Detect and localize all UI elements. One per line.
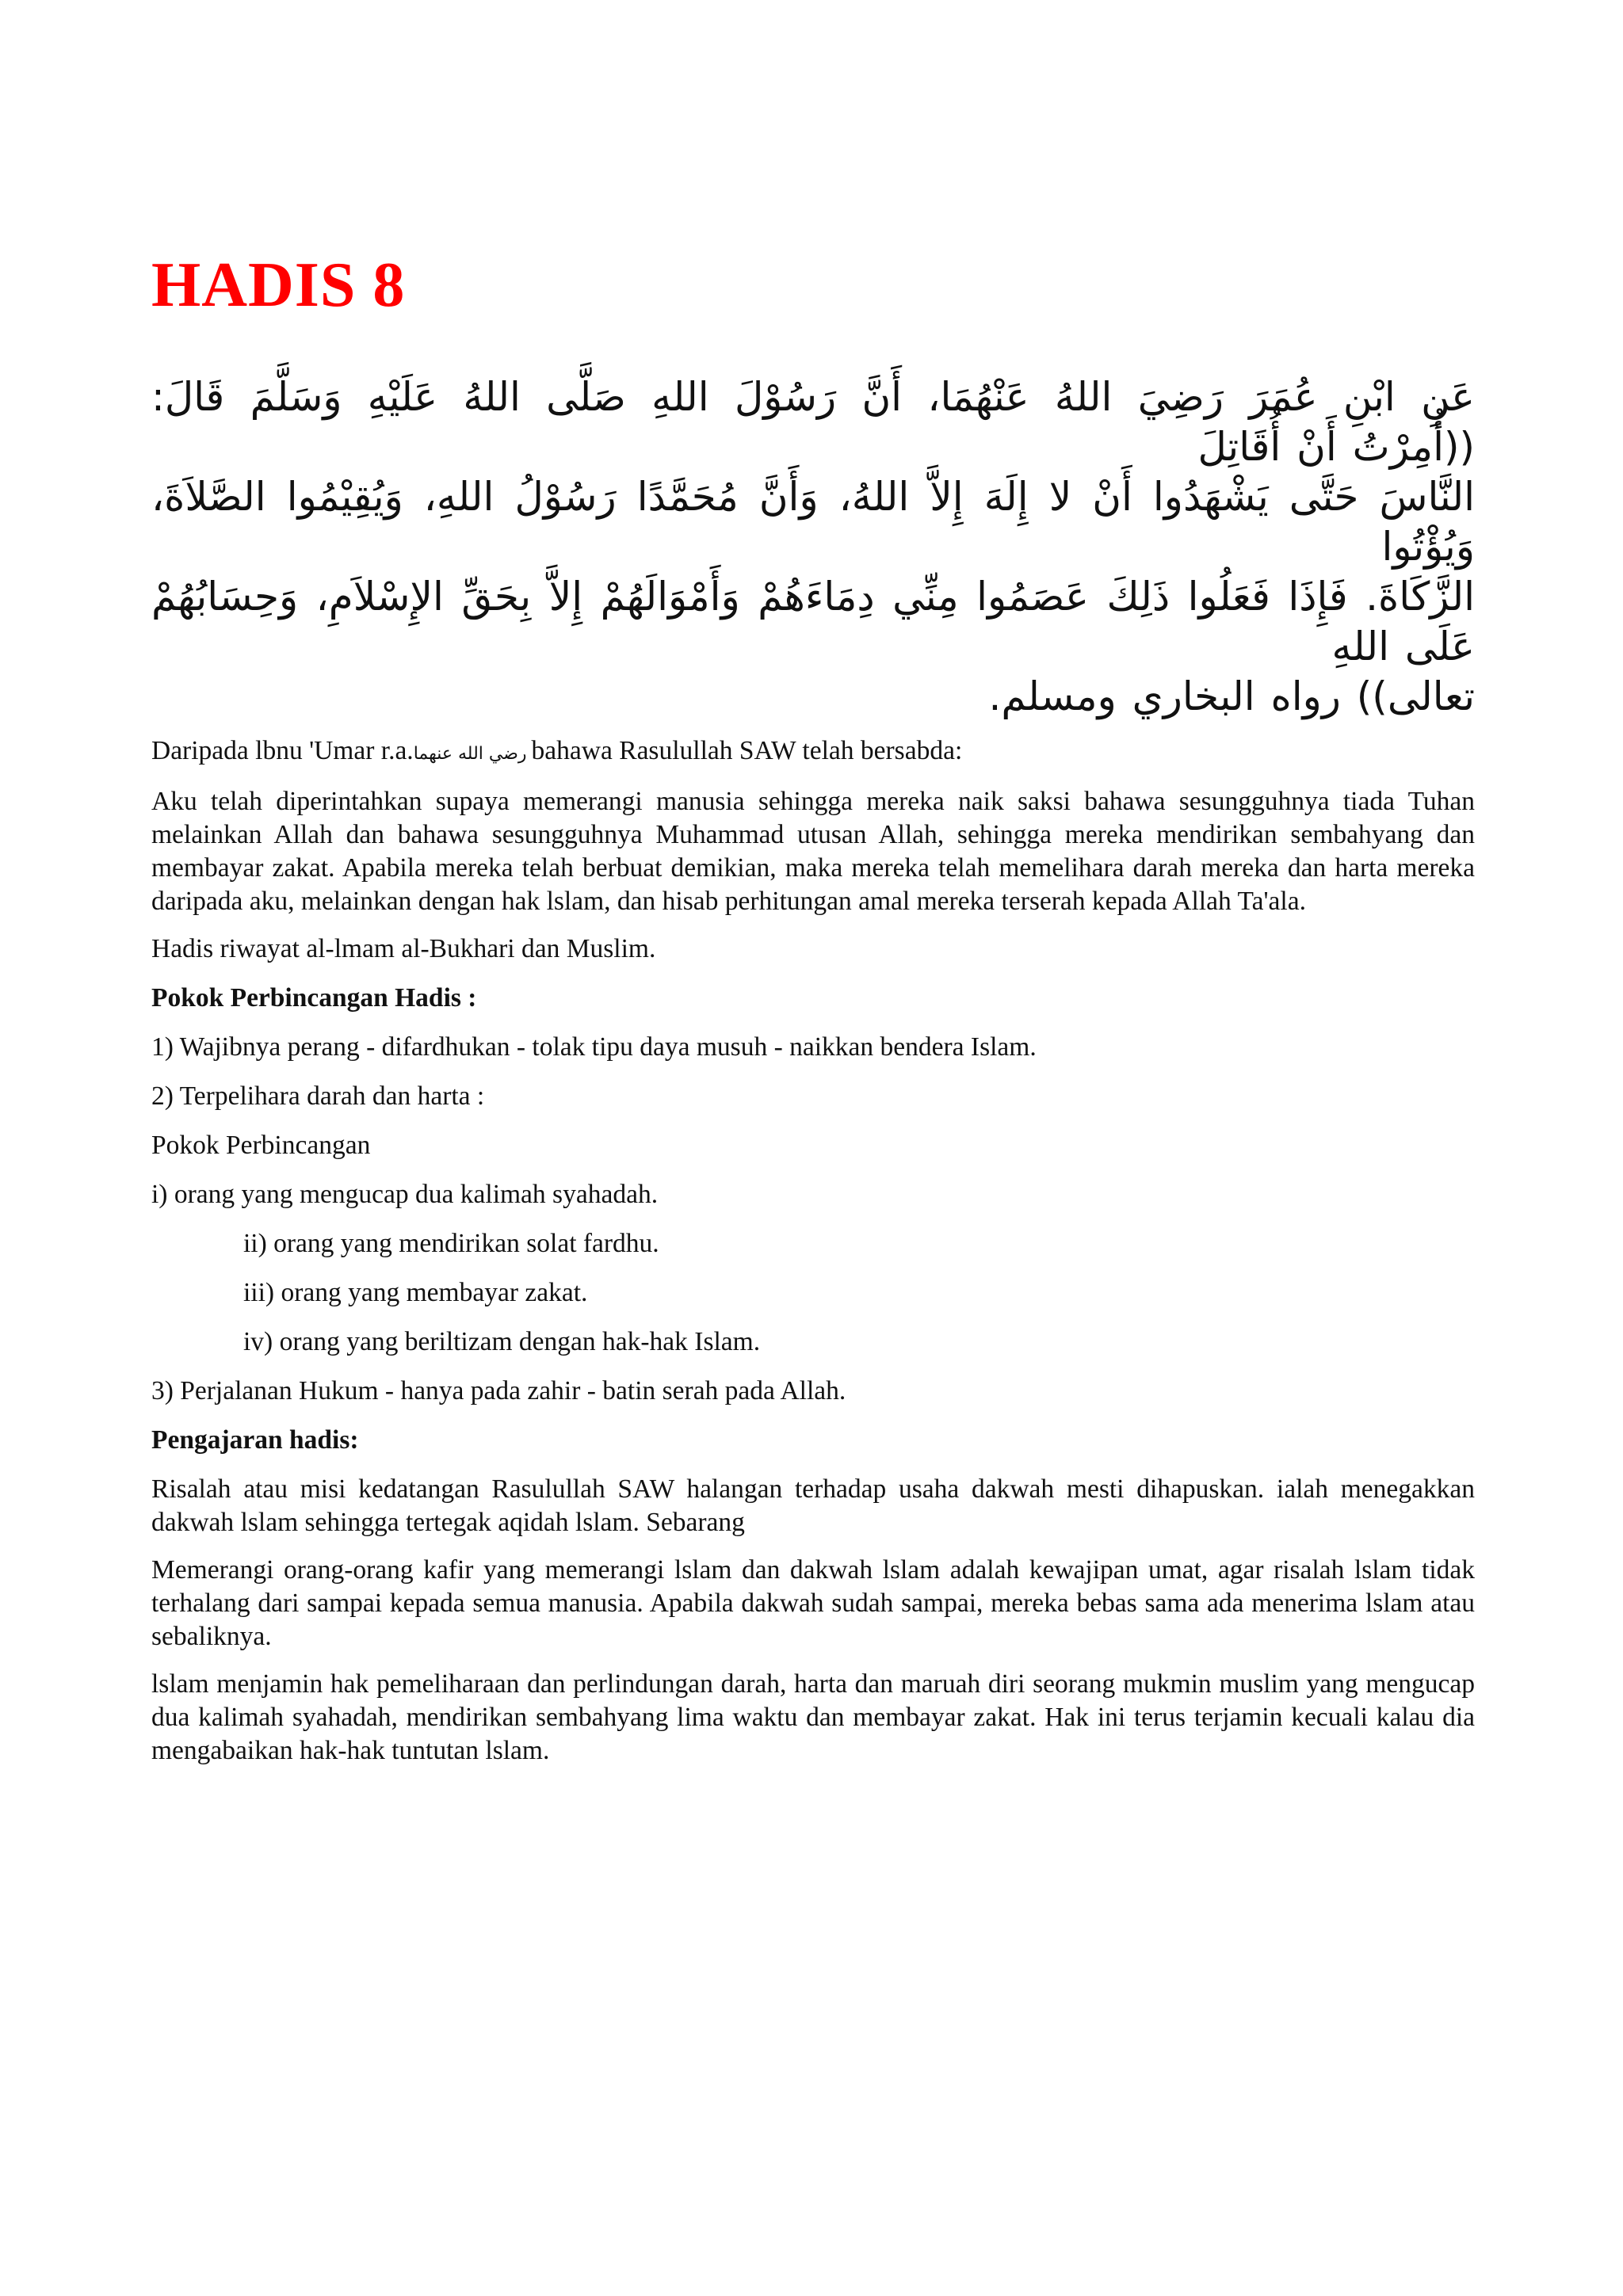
point-2: 2) Terpelihara darah dan harta : bbox=[151, 1081, 485, 1111]
sub-point-iii: iii) orang yang membayar zakat. bbox=[243, 1278, 588, 1307]
arabic-line-1: عَنِ ابْنِ عُمَرَ رَضِيَ اللهُ عَنْهُمَا، أَنَّ رَسُوْلَ اللهِ صَلَّى اللهُ عَلَيْهِ وَسَلَّمَ قَالَ: ((أُمِرْتُ أَنْ أُقَاتِلَ bbox=[151, 374, 1475, 470]
arabic-line-2: النَّاسَ حَتَّى يَشْهَدُوا أَنْ لا إِلَهَ إِلاَّ اللهُ، وَأَنَّ مُحَمَّدًا رَسُوْلُ اللهِ، وَيُقِيْمُوا الصَّلاَةَ، وَيُؤْتُوا bbox=[151, 474, 1475, 570]
point-3: 3) Perjalanan Hukum - hanya pada zahir - batin serah pada Allah. bbox=[151, 1376, 846, 1405]
arabic-hadith-text bbox=[151, 372, 1475, 722]
lesson-paragraph-2: Memerangi orang-orang kafir yang memerangi lslam dan dakwah lslam adalah kewajipan umat, agar risalah lslam tidak terhalang dari sampai kepada semua manusia. Apabila dakwah sudah sampai, mereka bebas sama ada menerima lslam atau sebaliknya. bbox=[151, 1555, 1475, 1651]
subheading: Pokok Perbincangan bbox=[151, 1131, 371, 1160]
pokok-heading: Pokok Perbincangan Hadis : bbox=[151, 983, 477, 1013]
translation-paragraph: Aku telah diperintahkan supaya memerangi manusia sehingga mereka naik saksi bahawa sesungguhnya tiada Tuhan melainkan Allah dan bahawa sesungguhnya Muhammad utusan Allah, sehingga mereka mendirikan sembahyang dan membayar zakat. Apabila mereka telah berbuat demikian, maka mereka telah memelihara darah mereka dan harta mereka daripada aku, melainkan dengan hak lslam, dan hisab perhitungan amal mereka terserah kepada Allah Ta'ala. bbox=[151, 787, 1475, 916]
lesson-paragraph-3: lslam menjamin hak pemeliharaan dan perlindungan darah, harta dan maruah diri seorang mukmin muslim yang mengucap dua kalimah syahadah, mendirikan sembahyang lima waktu dan membayar zakat. Hak ini terus terjamin kecuali kalau dia mengabaikan hak-hak tuntutan lslam. bbox=[151, 1669, 1475, 1765]
sub-point-ii: ii) orang yang mendirikan solat fardhu. bbox=[243, 1229, 659, 1258]
narration-line: Hadis riwayat al-lmam al-Bukhari dan Muslim. bbox=[151, 934, 656, 963]
lesson-paragraph-1: Risalah atau misi kedatangan Rasulullah SAW halangan terhadap usaha dakwah mesti dihapuskan. ialah menegakkan dakwah lslam sehingga tertegak aqidah lslam. Sebarang bbox=[151, 1474, 1475, 1537]
sub-point-i: i) orang yang mengucap dua kalimah syahadah. bbox=[151, 1180, 659, 1209]
arabic-line-4: تعالى)) رواه البخاري ومسلم. bbox=[988, 673, 1475, 719]
intro-after: bahawa Rasulullah SAW telah bersabda: bbox=[531, 736, 963, 765]
pengajaran-heading: Pengajaran hadis: bbox=[151, 1425, 359, 1455]
arabic-line-3: الزَّكَاةَ. فَإِذَا فَعَلُوا ذَلِكَ عَصَمُوا مِنِّي دِمَاءَهُمْ وَأَمْوَالَهُمْ إِلاَّ بِحَقِّ الإِسْلاَمِ، وَحِسَابُهُمْ عَلَى اللهِ bbox=[151, 574, 1475, 669]
document-page bbox=[151, 250, 1475, 1782]
intro-before: Daripada lbnu 'Umar r.a. bbox=[151, 736, 414, 765]
intro-arabic: رضي الله عنهما bbox=[413, 744, 527, 764]
sub-point-iv: iv) orang yang beriltizam dengan hak-hak Islam. bbox=[243, 1327, 761, 1356]
intro-line bbox=[151, 734, 1475, 771]
point-1: 1) Wajibnya perang - difardhukan - tolak tipu daya musuh - naikkan bendera Islam. bbox=[151, 1032, 1037, 1062]
page-title: HADIS 8 bbox=[151, 250, 406, 320]
